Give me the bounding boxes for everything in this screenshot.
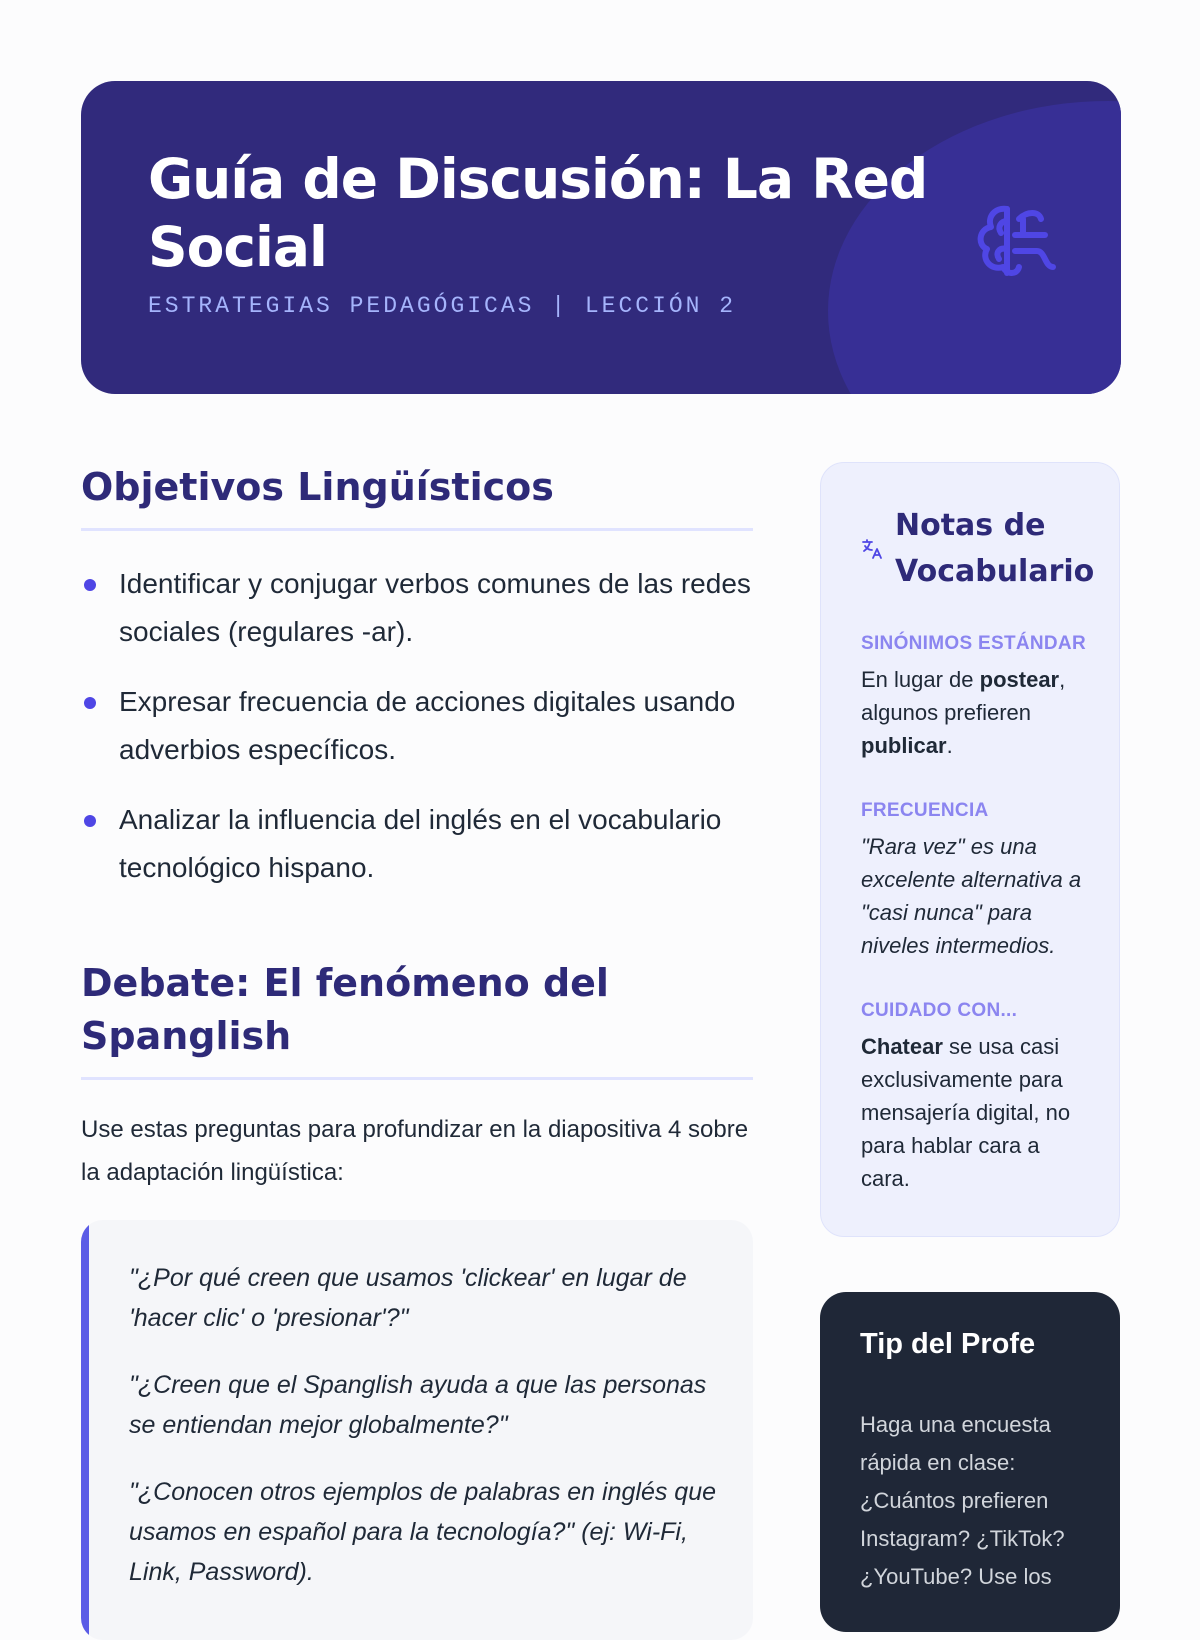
objectives-heading: Objetivos Lingüísticos <box>81 465 554 509</box>
translate-icon <box>861 537 885 561</box>
bullet <box>84 815 96 827</box>
divider <box>81 528 753 531</box>
objectives-list <box>81 560 753 914</box>
note-label: CUIDADO CON... <box>861 1000 1018 1021</box>
tip-text: Haga una encuesta rápida en clase: ¿Cuántos prefieren Instagram? ¿TikTok? ¿YouTube? Use los <box>860 1412 1065 1589</box>
list-item <box>81 560 753 656</box>
note-text: "Rara vez" es una excelente alternativa a "casi nunca" para niveles intermedios. <box>861 834 1082 958</box>
list-item <box>81 678 753 774</box>
page-title: Guía de Discusión: La Red Social <box>148 147 928 279</box>
discussion-questions <box>81 1220 753 1640</box>
note-label: FRECUENCIA <box>861 800 989 821</box>
page-subtitle: ESTRATEGIAS PEDAGÓGICAS | LECCIÓN 2 <box>148 293 737 319</box>
note-label: SINÓNIMOS ESTÁNDAR <box>861 633 1086 654</box>
bullet <box>84 579 96 591</box>
debate-intro: Use estas preguntas para profundizar en la diapositiva 4 sobre la adaptación lingüística: <box>81 1116 749 1186</box>
objective-text: Identificar y conjugar verbos comunes de las redes sociales (regulares -ar). <box>119 568 751 647</box>
quote-accent-bar <box>81 1220 89 1640</box>
note-text: En lugar de postear, algunos prefieren publicar. <box>861 667 1066 758</box>
objective-text: Expresar frecuencia de acciones digitales usando adverbios específicos. <box>119 686 736 765</box>
header-banner <box>81 81 1121 394</box>
teacher-tip-card <box>820 1292 1120 1632</box>
tip-title: Tip del Profe <box>860 1328 1036 1360</box>
brain-icon <box>965 191 1065 291</box>
question-3: "¿Conocen otros ejemplos de palabras en inglés que usamos en español para la tecnología?" (ej: Wi-Fi, Link, Password). <box>129 1478 717 1586</box>
objective-text: Analizar la influencia del inglés en el vocabulario tecnológico hispano. <box>119 804 722 883</box>
note-text: Chatear se usa casi exclusivamente para mensajería digital, no para hablar cara a cara. <box>861 1034 1071 1191</box>
bullet <box>84 697 96 709</box>
vocabulary-notes-card <box>820 462 1120 1237</box>
debate-heading: Debate: El fenómeno del Spanglish <box>81 961 609 1058</box>
divider <box>81 1077 753 1080</box>
list-item <box>81 796 753 892</box>
vocab-title: Notas de Vocabulario <box>895 508 1095 589</box>
question-2: "¿Creen que el Spanglish ayuda a que las personas se entiendan mejor globalmente?" <box>129 1371 707 1439</box>
question-1: "¿Por qué creen que usamos 'clickear' en lugar de 'hacer clic' o 'presionar'?" <box>129 1264 687 1332</box>
